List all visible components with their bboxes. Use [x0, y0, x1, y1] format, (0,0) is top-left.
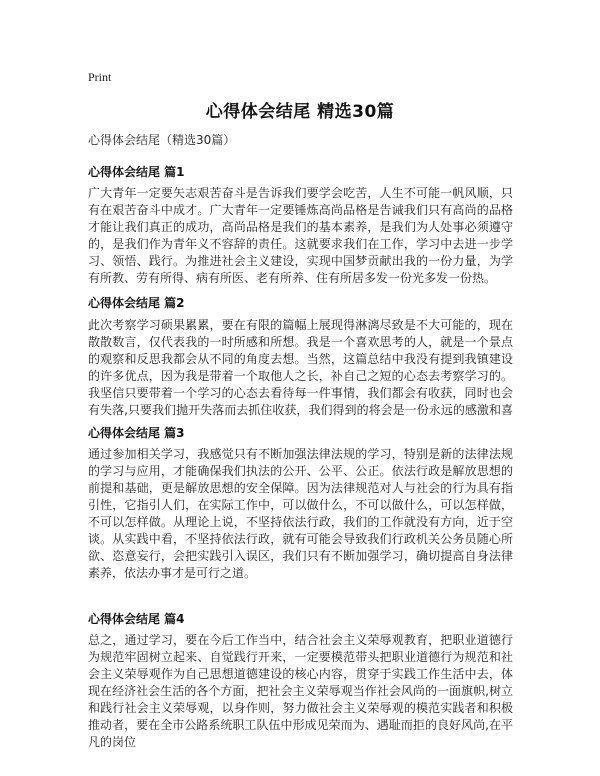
page-title: 心得体会结尾 精选30篇: [205, 102, 395, 122]
section-paragraph-4: 总之，通过学习，要在今后工作当中，结合社会主义荣辱观教育，把职业道德行为规范牢固树立起来、自觉践行开来，一定要模范带头把职业道德行为规范和社会主义荣辱观作为自己思想道德建设的核心内容，贯穿于实践工作生活中去，体现在经济社会生活的各个方面，把社会主义荣辱观当作社会风尚的一面旗帜,树立和践行社会主义荣辱观，以身作则，努力做社会主义荣辱观的模范实践者和积极推动者，要在全市公路系统职工队伍中形成见荣而为、遇耻而拒的良好风尚,在平凡的岗位: [88, 633, 513, 749]
section-heading-4: 心得体会结尾 篇4: [88, 612, 185, 626]
section-heading-3: 心得体会结尾 篇3: [88, 426, 185, 440]
section-paragraph-1: 广大青年一定要矢志艰苦奋斗是告诉我们要学会吃苦，人生不可能一帆风顺，只有在艰苦奋斗中成才。广大青年一定要锤炼高尚品格是告诫我们只有高尚的品格才能让我们真正的成功，高尚品格是我们的基本素养，是我们为人处事必须遵守的，是我们作为青年义不容辞的责任。这就要求我们在工作，学习中去进一步学习、领悟、践行。为推进社会主义建设，实现中国梦贡献出我的一份力量，为学有所教、劳有所得、病有所医、老有所养、住有所居多发一份光多发一份热。: [88, 186, 513, 285]
section-heading-2: 心得体会结尾 篇2: [88, 296, 185, 310]
section-heading-1: 心得体会结尾 篇1: [88, 165, 185, 179]
document-subtitle: 心得体会结尾（精选30篇）: [88, 133, 236, 147]
print-label: Print: [88, 70, 112, 84]
section-paragraph-3: 通过参加相关学习，我感觉只有不断加强法律法规的学习，特别是新的法律法规的学习与应用，才能确保我们执法的公开、公平、公正。依法行政是解放思想的前提和基础，更是解放思想的安全保障。因为法律规范对人与社会的行为具有指引性，它指引人们，在实际工作中，可以做什么，不可以做什么，可以怎样做，不可以怎样做。从理论上说，不坚持依法行政，我们的工作就没有方向，近于空谈。从实践中看，不坚持依法行政，就有可能会导致我们行政机关公务员随心所欲、恣意妄行，会把实践引入误区，我们只有不断加强学习，确切提高自身法律素养，依法办事才是可行之道。: [88, 447, 513, 580]
section-paragraph-2: 此次考察学习硕果累累，要在有限的篇幅上展现得淋漓尽致是不大可能的，现在散散数言，仅代表我的一时所感和所想。我是一个喜欢思考的人，就是一个景点的观察和反思我都会从不同的角度去想。当然，这篇总结中我没有提到我镇建设的许多优点，因为我是带着一个取他人之长，补自己之短的心态去考察学习的。我坚信只要带着一个学习的心态去看待每一件事情，我们都会有收获，同时也会有失落,只要我们抛开失落而去抓住收获，我们得到的将会是一份永远的感激和喜: [88, 318, 513, 417]
